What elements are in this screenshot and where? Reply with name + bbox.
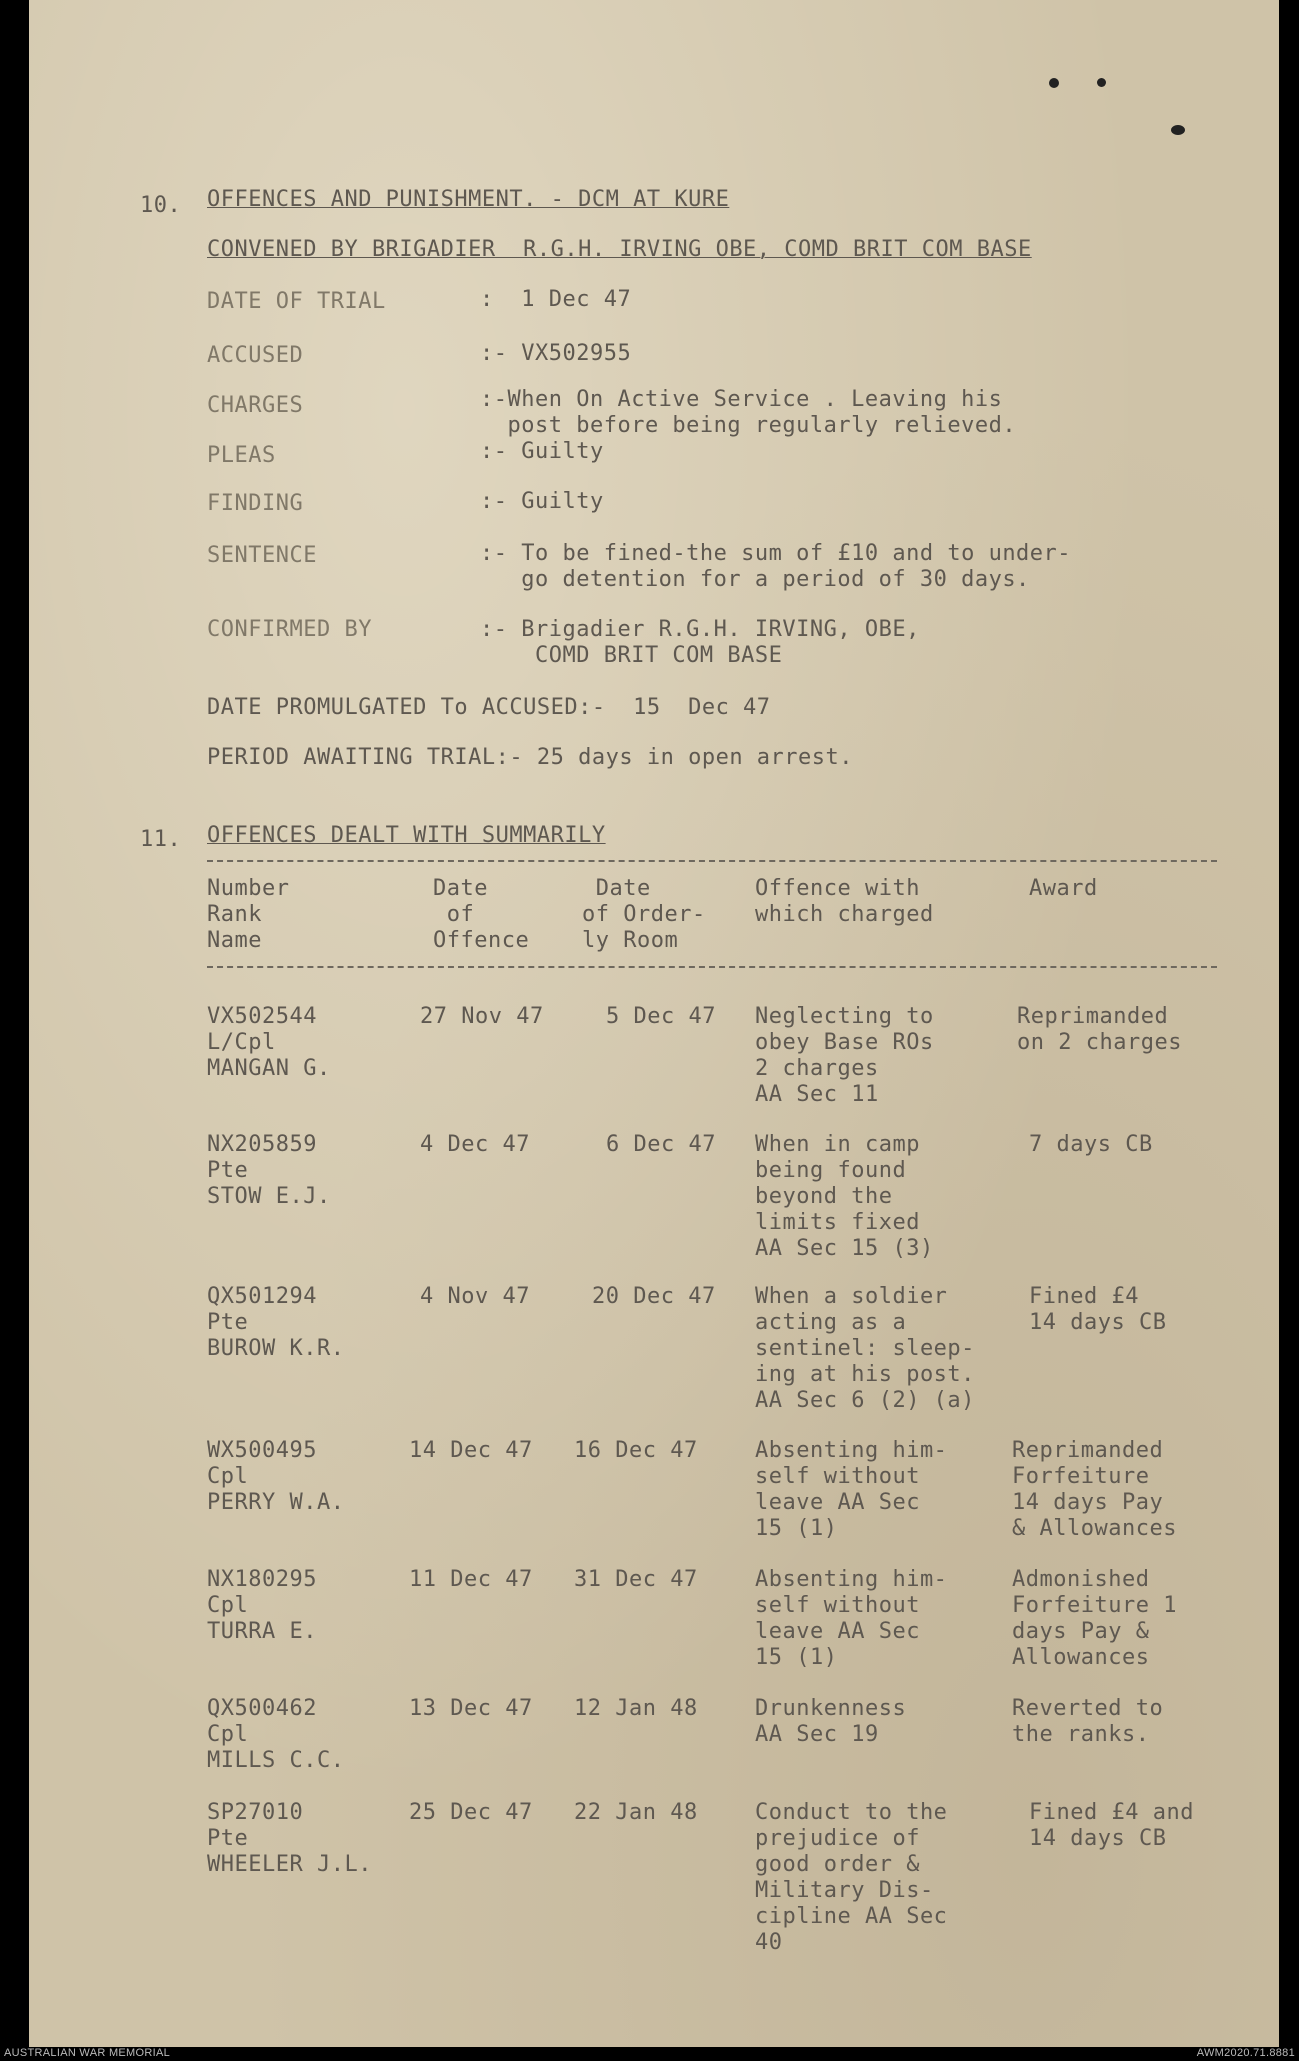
label-accused: ACCUSED <box>207 343 304 368</box>
section-11-number: 11. <box>140 827 182 852</box>
row-2-offence-date: 4 Dec 47 <box>420 1132 530 1157</box>
value-accused: :- VX502955 <box>480 341 632 366</box>
row-6-offence: Drunkenness AA Sec 19 <box>755 1696 907 1747</box>
value-pleas: :- Guilty <box>480 439 604 464</box>
label-charges: CHARGES <box>207 393 304 418</box>
value-date-of-trial: : 1 Dec 47 <box>480 287 632 312</box>
row-5-offence: Absenting him- self without leave AA Sec 15 (1) <box>755 1567 948 1670</box>
row-7-offence: Conduct to the prejudice of good order & Military Dis- cipline AA Sec 40 <box>755 1800 948 1955</box>
row-2-award: 7 days CB <box>1029 1132 1153 1157</box>
row-7-award: Fined £4 and 14 days CB <box>1029 1800 1194 1851</box>
row-6-award: Reverted to the ranks. <box>1012 1696 1164 1747</box>
row-5-award: Admonished Forfeiture 1 days Pay & Allowances <box>1012 1567 1177 1670</box>
period-awaiting-trial: PERIOD AWAITING TRIAL:- 25 days in open arrest. <box>207 745 854 770</box>
row-1-id: VX502544 L/Cpl MANGAN G. <box>207 1004 331 1081</box>
row-2-offence: When in camp being found beyond the limits fixed AA Sec 15 (3) <box>755 1132 934 1261</box>
section-11-heading: OFFENCES DEALT WITH SUMMARILY <box>207 823 606 848</box>
row-1-orderly-date: 5 Dec 47 <box>606 1004 716 1029</box>
row-7-id: SP27010 Pte WHEELER J.L. <box>207 1800 372 1877</box>
label-pleas: PLEAS <box>207 443 276 468</box>
label-date-of-trial: DATE OF TRIAL <box>207 289 386 314</box>
value-sentence: :- To be fined-the sum of £10 and to under- go detention for a period of 30 days. <box>480 541 1072 592</box>
footer-accession-number: AWM2020.71.8881 <box>1196 2047 1295 2059</box>
row-2-id: NX205859 Pte STOW E.J. <box>207 1132 331 1209</box>
value-confirmed-by: :- Brigadier R.G.H. IRVING, OBE, COMD BRIT COM BASE <box>480 617 920 668</box>
row-7-orderly-date: 22 Jan 48 <box>574 1800 698 1825</box>
row-3-id: QX501294 Pte BUROW K.R. <box>207 1284 345 1361</box>
row-4-offence: Absenting him- self without leave AA Sec 15 (1) <box>755 1438 948 1541</box>
row-1-offence: Neglecting to obey Base ROs 2 charges AA Sec 11 <box>755 1004 934 1107</box>
convened-by: CONVENED BY BRIGADIER R.G.H. IRVING OBE, COMD BRIT COM BASE <box>207 237 1032 262</box>
row-6-offence-date: 13 Dec 47 <box>409 1696 533 1721</box>
document-page <box>29 0 1279 2047</box>
table-top-rule <box>207 860 1217 862</box>
col-header-offence: Offence with which charged <box>755 876 934 927</box>
row-3-award: Fined £4 14 days CB <box>1029 1284 1167 1335</box>
ink-speck <box>1171 125 1185 135</box>
row-1-award: Reprimanded on 2 charges <box>1017 1004 1182 1055</box>
col-header-date-of-offence: Date of Offence <box>433 876 530 953</box>
col-header-number-rank-name: Number Rank Name <box>207 876 290 953</box>
row-3-offence: When a soldier acting as a sentinel: sleep- ing at his post. AA Sec 6 (2) (a) <box>755 1284 975 1413</box>
row-7-offence-date: 25 Dec 47 <box>409 1800 533 1825</box>
row-1-offence-date: 27 Nov 47 <box>420 1004 544 1029</box>
row-4-award: Reprimanded Forfeiture 14 days Pay & Allowances <box>1012 1438 1177 1541</box>
row-6-id: QX500462 Cpl MILLS C.C. <box>207 1696 345 1773</box>
label-confirmed-by: CONFIRMED BY <box>207 617 372 642</box>
col-header-date-of-orderly-room: Date of Order- ly Room <box>582 876 706 953</box>
label-sentence: SENTENCE <box>207 543 317 568</box>
row-4-orderly-date: 16 Dec 47 <box>574 1438 698 1463</box>
row-4-offence-date: 14 Dec 47 <box>409 1438 533 1463</box>
ink-speck <box>1097 78 1106 87</box>
row-5-offence-date: 11 Dec 47 <box>409 1567 533 1592</box>
col-header-award: Award <box>1029 876 1098 901</box>
ink-speck <box>1049 78 1059 88</box>
value-charges: :-When On Active Service . Leaving his post before being regularly relieved. <box>480 387 1017 438</box>
row-6-orderly-date: 12 Jan 48 <box>574 1696 698 1721</box>
table-header-rule <box>207 966 1217 968</box>
row-3-orderly-date: 20 Dec 47 <box>592 1284 716 1309</box>
value-finding: :- Guilty <box>480 489 604 514</box>
row-2-orderly-date: 6 Dec 47 <box>606 1132 716 1157</box>
footer-institution: AUSTRALIAN WAR MEMORIAL <box>4 2047 171 2059</box>
row-5-orderly-date: 31 Dec 47 <box>574 1567 698 1592</box>
section-10-heading: OFFENCES AND PUNISHMENT. - DCM AT KURE <box>207 187 730 212</box>
label-finding: FINDING <box>207 491 304 516</box>
date-promulgated: DATE PROMULGATED To ACCUSED:- 15 Dec 47 <box>207 695 771 720</box>
section-10-number: 10. <box>140 193 182 218</box>
row-3-offence-date: 4 Nov 47 <box>420 1284 530 1309</box>
row-5-id: NX180295 Cpl TURRA E. <box>207 1567 317 1644</box>
row-4-id: WX500495 Cpl PERRY W.A. <box>207 1438 345 1515</box>
